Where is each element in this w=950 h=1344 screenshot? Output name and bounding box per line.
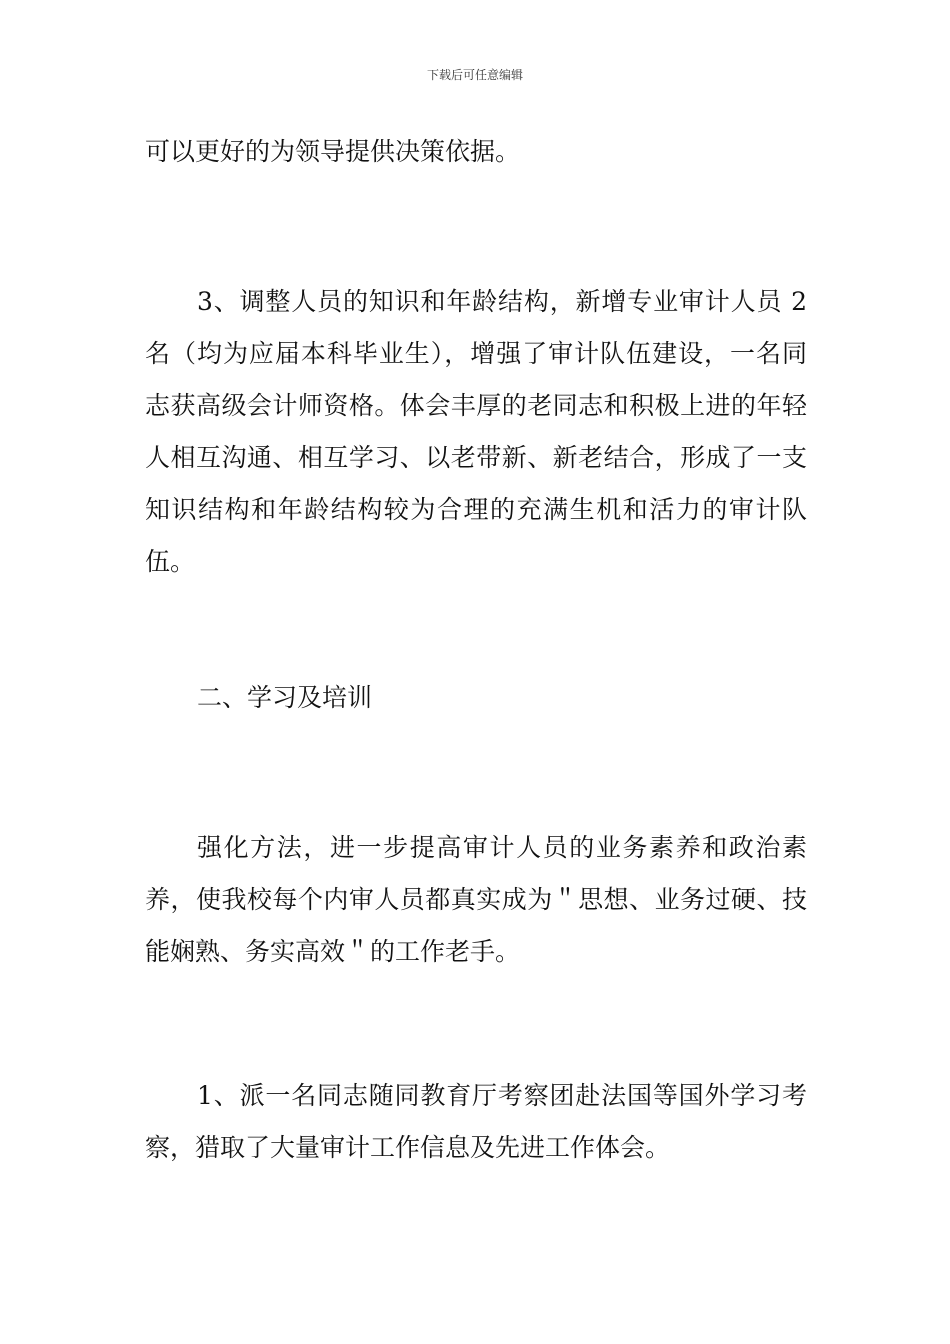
section-heading-study-training: 二、学习及培训 (197, 683, 373, 712)
paragraph-staff-structure: 3、调整人员的知识和年龄结构，新增专业审计人员 2 名（均为应届本科毕业生），增强了审计队伍建设，一名同志获高级会计师资格。体会丰厚的老同志和积极上进的年轻人相互沟通、相互学习、以老带新、新老结合，形成了一支知识结构和年龄结构较为合理的充满生机和活力的审计队伍。 (145, 287, 807, 576)
paragraph-methods: 强化方法，进一步提高审计人员的业务素养和政治素养，使我校每个内审人员都真实成为＂思想、业务过硬、技能娴熟、务实高效＂的工作老手。 (145, 833, 807, 966)
paragraph-continuation: 可以更好的为领导提供决策依据。 (145, 137, 521, 166)
paragraph-overseas-study: 1、派一名同志随同教育厅考察团赴法国等国外学习考察，猎取了大量审计工作信息及先进工作体会。 (145, 1081, 807, 1162)
page-header-note: 下载后可任意编辑 (426, 68, 523, 82)
